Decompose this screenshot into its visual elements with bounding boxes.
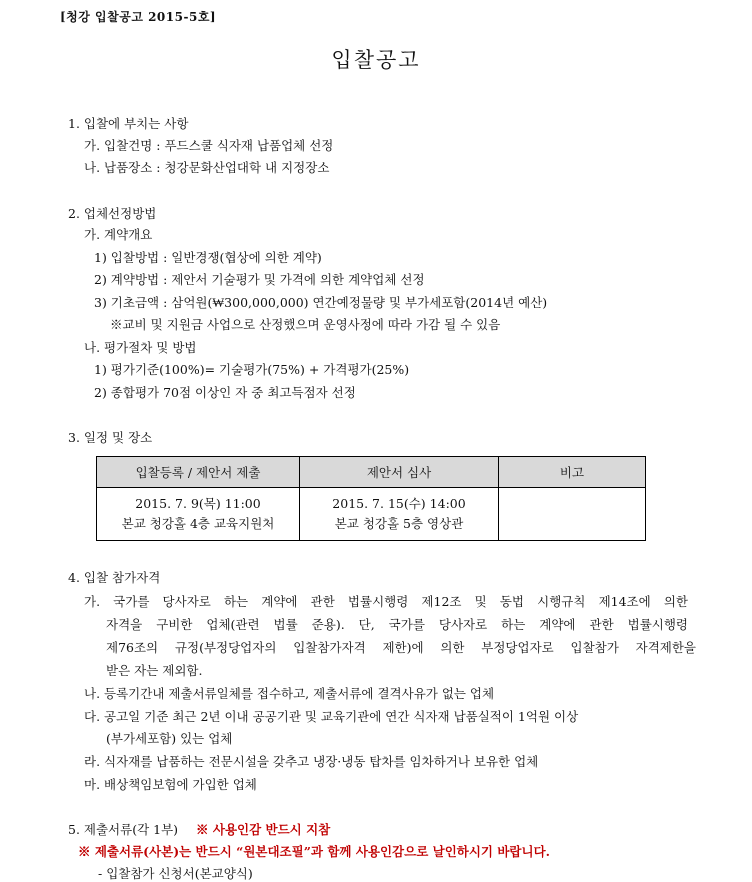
- section-5-copy-notice: ※ 제출서류(사본)는 반드시 “원본대조필”과 함께 사용인감으로 날인하시기 바랍니다.: [78, 844, 550, 859]
- section-4-ma: 마. 배상책임보험에 가입한 업체: [84, 777, 257, 792]
- section-5-seal-warning: ※ 사용인감 반드시 지참: [196, 822, 331, 837]
- table-cell: [97, 488, 300, 541]
- section-4-da-line-1: 다. 공고일 기준 최근 2년 이내 공공기관 및 교육기관에 연간 식자재 납품실적이 1억원 이상: [84, 709, 579, 724]
- section-1-item-na: 나. 납품장소 : 청강문화산업대학 내 지정장소: [84, 160, 330, 175]
- cell-line: 2015. 7. 15(수) 14:00: [332, 496, 466, 511]
- section-4-ga-line-4: 받은 자는 제외함.: [106, 663, 203, 678]
- schedule-table: [96, 456, 646, 541]
- section-4-ra: 라. 식자재를 납품하는 전문시설을 갖추고 냉장·냉동 탑차를 임차하거나 보유한 업체: [84, 754, 539, 769]
- section-1-heading: 1. 입찰에 부치는 사항: [68, 116, 189, 131]
- table-cell: [300, 488, 499, 541]
- table-header-cell: 비고: [499, 457, 646, 488]
- section-4-heading: 4. 입찰 참가자격: [68, 570, 161, 585]
- section-2-ga-item-2: 2) 계약방법 : 제안서 기술평가 및 가격에 의한 계약업체 선정: [94, 272, 425, 287]
- cell-line: 2015. 7. 9(목) 11:00: [135, 496, 261, 511]
- section-2-ga-item-3: 3) 기초금액 : 삼억원(₩300,000,000) 연간예정물량 및 부가세포함(2014년 예산): [94, 295, 548, 310]
- section-3-heading: 3. 일정 및 장소: [68, 430, 153, 445]
- section-1-item-ga: 가. 입찰건명 : 푸드스쿨 식자재 납품업체 선정: [84, 138, 334, 153]
- section-4-ga-line-3: 제76조의 규정(부정당업자의 입찰참가자격 제한)에 의한 부정당업자로 입찰참가 자격제한을: [106, 640, 696, 655]
- section-2-budget-note: ※교비 및 지원금 사업으로 산정했으며 운영사정에 따라 가감 될 수 있음: [110, 317, 501, 332]
- section-2-heading: 2. 업체선정방법: [68, 206, 157, 221]
- table-header-row: [97, 457, 646, 488]
- doc-number-tag: [청강 입찰공고 2015-5호]: [60, 10, 217, 24]
- section-5-item-1: - 입찰참가 신청서(본교양식): [98, 866, 253, 881]
- section-4-da-line-2: (부가세포함) 있는 업체: [106, 731, 233, 746]
- section-2-sub-ga: 가. 계약개요: [84, 227, 153, 242]
- section-4-ga-line-1: 가. 국가를 당사자로 하는 계약에 관한 법률시행령 제12조 및 동법 시행규칙 제14조에 의한: [84, 594, 688, 609]
- section-2-na-item-1: 1) 평가기준(100%)= 기술평가(75%) + 가격평가(25%): [94, 362, 410, 377]
- table-header-cell: 입찰등록 / 제안서 제출: [97, 457, 300, 488]
- table-cell: [499, 488, 646, 541]
- section-2-ga-item-1: 1) 입찰방법 : 일반경쟁(협상에 의한 계약): [94, 250, 322, 265]
- section-5-heading-row: [68, 822, 330, 838]
- cell-line: 본교 청강홀 4층 교육지원처: [121, 516, 275, 531]
- cell-line: 본교 청강홀 5층 영상관: [334, 516, 464, 531]
- section-2-na-item-2: 2) 종합평가 70점 이상인 자 중 최고득점자 선정: [94, 385, 356, 400]
- section-4-ga-line-2: 자격을 구비한 업체(관련 법률 준용). 단, 국가를 당사자로 하는 계약에 관한 법률시행령: [106, 617, 688, 632]
- table-header-cell: 제안서 심사: [300, 457, 499, 488]
- section-2-sub-na: 나. 평가절차 및 방법: [84, 340, 197, 355]
- section-5-heading: 5. 제출서류(각 1부): [68, 822, 179, 837]
- page-title: 입찰공고: [331, 48, 421, 72]
- table-row: [97, 488, 646, 541]
- section-4-na: 나. 등록기간내 제출서류일체를 접수하고, 제출서류에 결격사유가 없는 업체: [84, 686, 495, 701]
